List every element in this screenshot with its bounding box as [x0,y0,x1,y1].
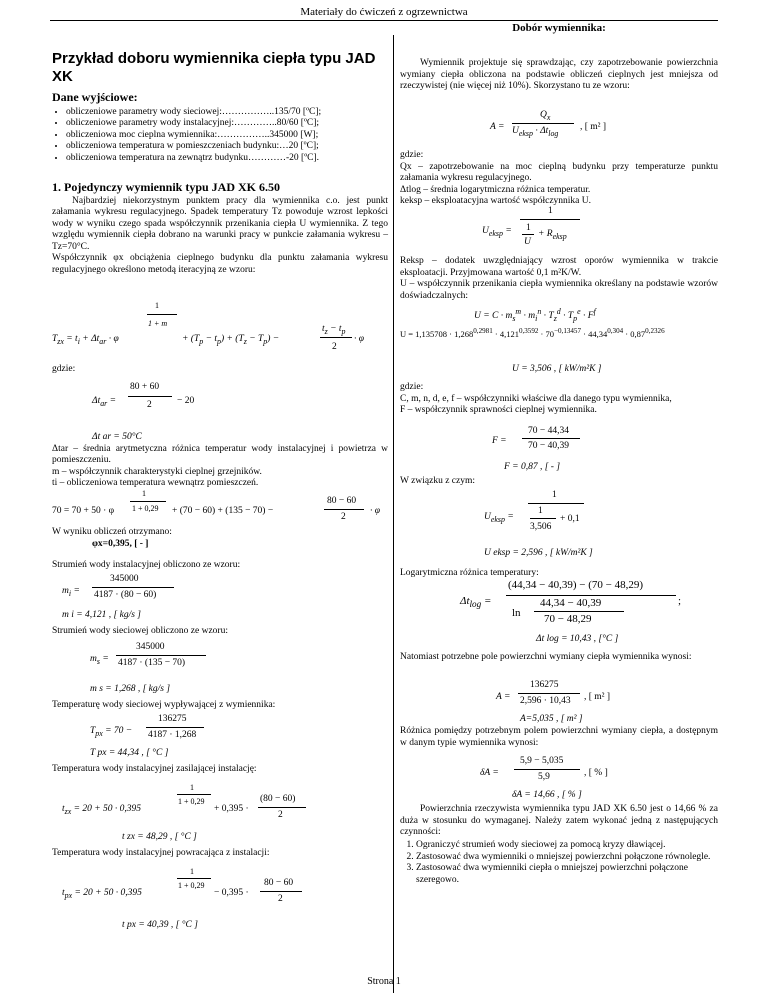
formula-dtlog: $\Delta t_{log}$ = (44,34 − 40,39) − (70 − 48,29) ln 44,34 − 40,39 70 − 48,29 ; [460,579,682,625]
phi-result: φx=0,395, [ - ] [92,538,149,549]
input-item: • obliczeniowe parametry wody sieciowej:……………..135/70 [ºC]; [66,107,388,119]
ueksp-result: U eksp = 2,596 , [ kW/m²K ] [484,548,593,558]
right-column-heading: Dobór wymiennika: [512,22,606,34]
input-item: • obliczeniowa moc cieplna wymiennika:……………..345000 [W]; [66,130,388,142]
formula-f: F = 70 − 44,34 70 − 40,39 [400,426,718,456]
reksp-description: Reksp – dodatek uwzględniający wzrost oporów wymiennika w trakcie eksploatacji. Przyjmowana wartość 0,1 m²K/W. [400,256,718,278]
gdzie-label: gdzie: [400,150,424,160]
qx-description: Qx – zapotrzebowanie na moc cieplną budynku przy temperaturze punktu załamania wykresu regulacyjnego. [400,161,718,183]
formula-iteration: 70 = 70 + 50 · φ 1 1 + 0,29 + (70 − 60) + (135 − 70) − 80 − 60 2 · φ [52,489,381,522]
formula-ueksp: $U_{eksp}$ = 1 1 U + $R_{eksp}$ [400,206,718,254]
area-label: Natomiast potrzebne pole powierzchni wymiany ciepła wymiennika wynosi: [400,652,692,662]
dtlog-result: Δt log = 10,43 , [°C ] [536,634,619,644]
a-result: A=5,035 , [ m² ] [520,714,583,724]
section-heading: 1. Pojedynczy wymiennik typu JAD XK 6.50 [52,180,281,194]
formula-dtar: $\Delta t_{ar}$ = 80 + 60 2 − 20 [92,382,195,410]
formula-tpx: $T_{px} = 70$ − 136275 4187 · 1,268 [52,714,388,744]
ms-result: m s = 1,268 , [ kg/s ] [90,684,171,694]
f-result: F = 0,87 , [ - ] [504,462,561,472]
tpx-result: T px = 44,34 , [ °C ] [90,748,169,758]
formula-tpx2: $t_{px} = 20 + 50 \cdot 0,395$ 1 1 + 0,29 − 0,395 · 80 − 60 2 [52,864,388,908]
dtlog-description: Δtlog – średnia logarytmiczna różnica temperatur. [400,184,591,195]
column-divider [393,35,394,993]
ti-description: ti – obliczeniowa temperatura wewnątrz pomieszczeń. [52,478,259,488]
log-label: Logarytmiczna różnica temperatury: [400,568,539,578]
mi-label: Strumień wody instalacyjnej obliczono ze wzoru: [52,560,241,570]
section-intro: Najbardziej niekorzystnym punktem pracy dla wymiennika c.o. jest punkt załamania wykresu regulacyjnego. Spadek temperatury Tz powoduje wzrost lepkości wody w wyniku czego spada współczynnik przenikania ciepła U wymiennika. Z tego względu wymiennik ciepła dobrano na warunki pracy w punkcie załamania wykresu – Tz=70°C. [52,195,388,252]
actions-block [400,840,718,886]
header-rule [50,20,718,21]
formula-mi: $m_i$ = 345000 4187 · (80 − 60) [52,574,388,604]
input-item: • obliczeniowe parametry wody instalacyjnej:…………..80/60 [ºC]; [66,118,388,130]
u-legend [400,256,718,302]
result-block [52,527,388,550]
actions-list [400,840,718,886]
mi-result: m i = 4,121 , [ kg/s ] [62,610,141,620]
section-1 [52,182,388,276]
right-intro: Wymiennik projektuje się sprawdzając, czy zapotrzebowanie powierzchnia wymiany ciepła obliczona na podstawie obliczeń cieplnych jest mniejsza od rzeczywistej (nie więcej niż 10%). Skorzystano tu ze wzoru: [400,58,718,91]
area-legend [400,150,718,208]
tzx-label: Temperatura wody instalacyjnej zasilającej instalację: [52,764,257,774]
input-data-block [52,92,388,164]
input-item: • obliczeniowa temperatura w pomieszczeniach budynku:…20 [ºC]; [66,141,388,153]
formula-ueksp-value: $U_{eksp}$ = 1 1 3,506 + 0,1 [400,490,718,542]
formula-tzx: $T_{zx} = t_i + \Delta t_{ar} \cdot \varphi$ 1 1 + m + $(T_p - t_p) + (T_z - T_p)$ − $t_z - t_p$ 2 · φ [52,301,365,352]
formula-a: A = 136275 2,596 · 10,43 , [ m² ] [496,680,611,706]
tpx2-label: Temperatura wody instalacyjnej powracająca z instalacji: [52,848,270,858]
keksp-description: keksp – eksploatacyjna wartość współczynnika U. [400,196,592,206]
input-item: • obliczeniowa temperatura na zewnątrz budynku…………-20 [ºC]. [66,153,388,165]
formula-tzx-value: $t_{zx} = 20 + 50 \cdot 0,395$ 1 1 + 0,29 + 0,395 · (80 − 60) 2 [52,780,388,822]
formula-area: A = $Q_x$ $U_{eksp} \cdot \Delta t_{log}$ , [ m² ] [490,110,607,138]
dtar-block [52,432,388,490]
gdzie-label: gdzie: [52,364,76,374]
coef-description: gdzie: C, m, n, d, e, f – współczynniki właściwe dla danego typu wymiennika, F – współczynnik sprawności cieplnej wymiennika. [400,382,672,415]
action-item: 2. Zastosować dwa wymienniki o mniejszej powierzchni połączone równolegle. [416,852,718,864]
phi-description: Współczynnik φx obciążenia cieplnego budynku dla punktu załamania wykresu regulacyjnego określono metodą iteracyjną ze wzoru: [52,253,388,275]
formula-ms: $m_s$ = 345000 4187 · (135 − 70) [52,642,388,674]
page-header: Materiały do ćwiczeń z ogrzewnictwa [300,6,468,18]
u-result: U = 3,506 , [ kW/m²K ] [512,364,602,374]
formula-da: δA = 5,9 − 5,035 5,9 , [ % ] [480,756,608,782]
da-result: δA = 14,66 , [ % ] [512,790,582,800]
tpx2-result: t px = 40,39 , [ °C ] [122,920,198,930]
conclusion: Powierzchnia rzeczywista wymiennika typu JAD XK 6.50 jest o 14,66 % za duża w stosunku do wymaganej. Należy zatem wykonać jedną z następujących czynności: [400,804,718,837]
u-description: U – współczynnik przenikania ciepła wymiennika określany na podstawie wzorów doświadczalnych: [400,279,718,301]
diff-label: Różnica pomiędzy potrzebnym polem powierzchni wymiany ciepła, a dostępnym w danym typie wymiennika wynosi: [400,726,718,748]
formula-u: $U = C \cdot m_s^m \cdot m_i^n \cdot T_z^d \cdot T_p^e \cdot F^f$ $U = 1,135708 \cdot 1,268^{0,2981} \cdot 4,121^{0,3592} \cdot 70^{-0,13457} \cdot 44,34^{0,304} \cdot 0,87^{0,2326}$ [400,307,665,339]
dtar-result: Δt ar = 50°C [92,432,142,442]
page-number: Strona 1 [367,976,401,987]
action-item: 3. Zastosować dwa wymienniki ciepła o mniejszej powierzchni połączone szeregowo. [416,863,718,886]
result-label: W wyniku obliczeń otrzymano: [52,527,172,537]
tpx-label: Temperaturę wody sieciowej wypływającej z wymiennika: [52,700,276,710]
action-item: 1. Ograniczyć strumień wody sieciowej za pomocą kryzy dławiącej. [416,840,718,852]
input-data-list [52,107,388,165]
dtar-description: Δtar – średnia arytmetyczna różnica temperatur wody instalacyjnej i powietrza w pomieszczeniu. [52,443,388,465]
m-description: m – współczynnik charakterystyki cieplnej grzejników. [52,466,262,477]
ms-label: Strumień wody sieciowej obliczono ze wzoru: [52,626,228,636]
input-data-heading: Dane wyjściowe: [52,90,138,104]
page-title: Przykład doboru wymiennika ciepła typu JAD XK [52,50,376,85]
tzx-result: t zx = 48,29 , [ °C ] [122,832,197,842]
wzwiazku-label: W związku z czym: [400,476,475,486]
